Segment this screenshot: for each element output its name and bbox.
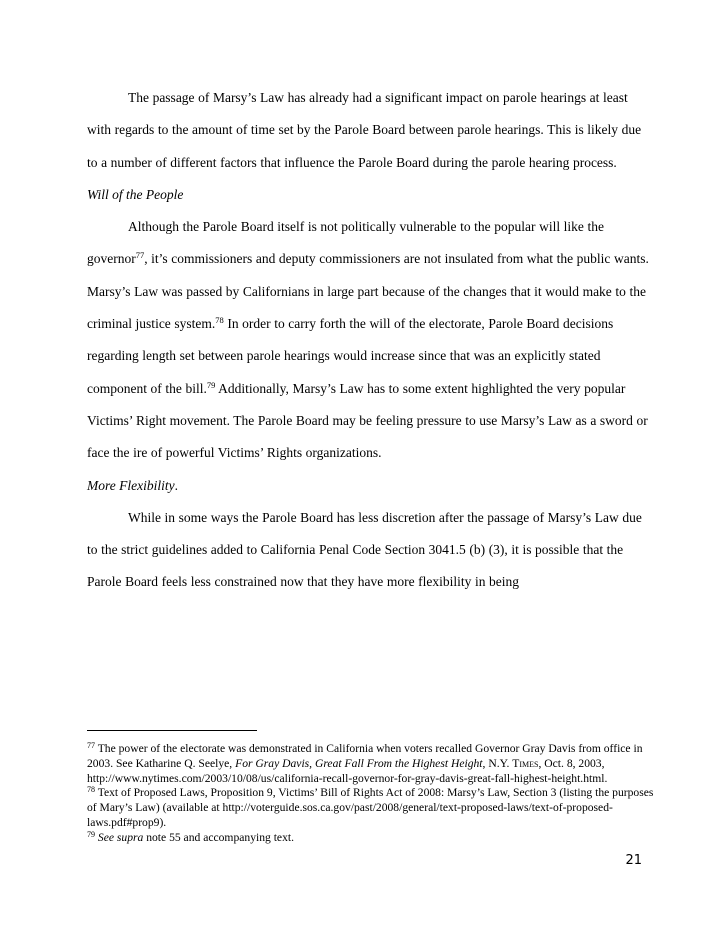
paragraph-1 xyxy=(87,82,652,179)
footnote-79 xyxy=(87,831,655,846)
footnote-ref-79: 79 xyxy=(206,379,216,390)
section-heading-will-of-the-people xyxy=(87,179,652,211)
footnote-77 xyxy=(87,742,655,786)
footnote-77-text-c: , Oct. 8, 2003, http://www.nytimes.com/2003/10/08/us/california-recall-governor-for-gray-davis-great-fall-highest-height.html. xyxy=(87,756,608,785)
footnote-78-number: 78 xyxy=(87,785,95,795)
footnote-78-text: Text of Proposed Laws, Proposition 9, Victims’ Bill of Rights Act of 2008: Marsy’s Law, Section 3 (listing the purposes of Mary’s Law) (available at http://voterguide.sos.ca.gov/past/2008/general/text-proposed-laws/text-of-proposed-laws.pdf#prop9). xyxy=(87,786,654,829)
footnote-79-signal: See supra xyxy=(95,830,144,844)
footnote-ref-78: 78 xyxy=(215,315,224,326)
footnote-77-publication: Times xyxy=(512,756,539,770)
footnote-ref-77: 77 xyxy=(135,250,145,261)
footnote-77-article-title: For Gray Davis, Great Fall From the Highest Height xyxy=(235,756,483,770)
footnote-77-number: 77 xyxy=(87,741,95,750)
footnote-79-number: 79 xyxy=(87,829,95,839)
paragraph-2-text-c: In order to carry forth the will of the electorate, Parole Board decisions regarding length set between parole hearings would increase since that was an explicitly stated component of the bill. xyxy=(87,316,614,396)
heading-2-text: More Flexibility xyxy=(87,477,175,493)
paragraph-2-text-d: Additionally, Marsy’s Law has to some extent highlighted the very popular Victims’ Right movement. The Parole Board may be feeling pressure to use Marsy’s Law as a sword or face the ire of powerful Victims’ Rights organizations. xyxy=(87,380,648,461)
footnote-79-text: note 55 and accompanying text. xyxy=(143,830,294,844)
heading-2-suffix: . xyxy=(174,477,178,493)
body-text xyxy=(87,82,652,599)
paragraph-2-text-a: Although the Parole Board itself is not politically vulnerable to the popular will like the governor xyxy=(87,219,604,267)
footnote-separator xyxy=(87,730,257,731)
footnote-78 xyxy=(87,786,655,830)
footnote-77-text-b: , N.Y. xyxy=(482,756,513,770)
paragraph-3 xyxy=(87,502,652,599)
page-number: 21 xyxy=(625,853,642,868)
footnotes xyxy=(87,742,655,846)
paragraph-2-text-b: , it’s commissioners and deputy commissioners are not insulated from what the public wants. Marsy’s Law was passed by Californians in large part because of the changes that it would make to the criminal justice system. xyxy=(87,251,649,332)
paragraph-1-text: The passage of Marsy’s Law has already had a significant impact on parole hearings at least with regards to the amount of time set by the Parole Board between parole hearings. This is likely due to a number of different factors that influence the Parole Board during the parole hearing process. xyxy=(87,90,642,170)
footnote-77-text-a: The power of the electorate was demonstrated in California when voters recalled Governor Gray Davis from office in 2003. See Katharine Q. Seelye, xyxy=(87,742,643,770)
paragraph-3-text: While in some ways the Parole Board has less discretion after the passage of Marsy’s Law due to the strict guidelines added to California Penal Code Section 3041.5 (b) (3), it is possible that the Parole Board feels less constrained now that they have more flexibility in being xyxy=(87,509,642,590)
paragraph-2 xyxy=(87,211,652,469)
section-heading-more-flexibility xyxy=(87,470,652,502)
heading-1-text: Will of the People xyxy=(87,186,184,202)
